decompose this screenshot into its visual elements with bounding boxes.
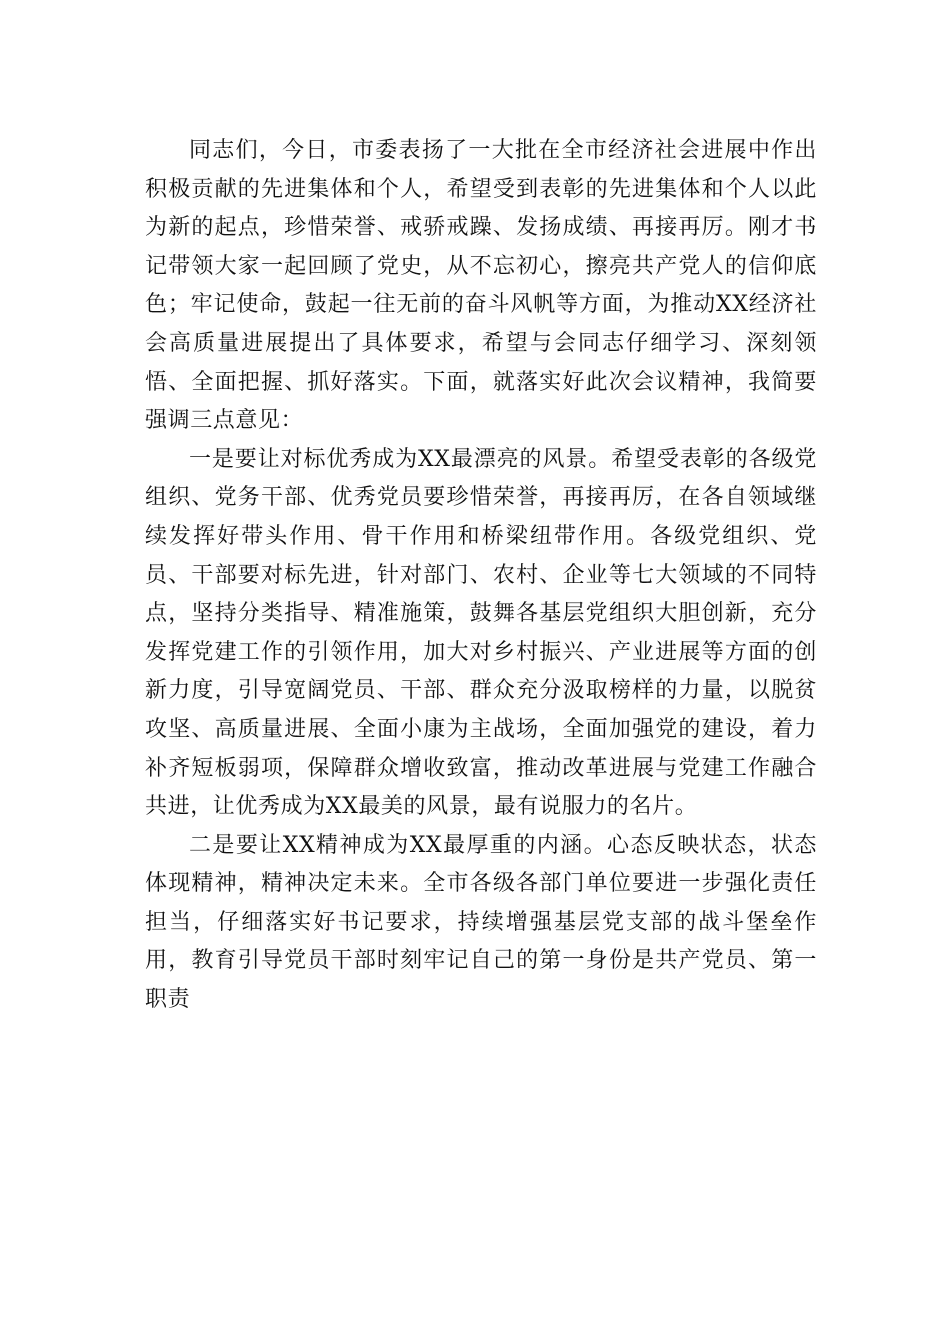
paragraph-point-two: 二是要让XX精神成为XX最厚重的内涵。心态反映状态，状态体现精神，精神决定未来。全市各级各部门单位要进一步强化责任担当，仔细落实好书记要求，持续增强基层党支部的战斗堡垒作用，教育引导党员干部时刻牢记自己的第一身份是共产党员、第一职责 bbox=[145, 832, 817, 1013]
paragraph-opening: 同志们，今日，市委表扬了一大批在全市经济社会进展中作出积极贡献的先进集体和个人，希望受到表彰的先进集体和个人以此为新的起点，珍惜荣誉、戒骄戒躁、发扬成绩、再接再厉。刚才书记带领大家一起回顾了党史，从不忘初心，擦亮共产党人的信仰底色；牢记使命，鼓起一往无前的奋斗风帆等方面，为推动XX经济社会高质量进展提出了具体要求，希望与会同志仔细学习、深刻领悟、全面把握、抓好落实。下面，就落实好此次会议精神，我简要强调三点意见： bbox=[145, 138, 817, 434]
paragraph-point-one: 一是要让对标优秀成为XX最漂亮的风景。希望受表彰的各级党组织、党务干部、优秀党员要珍惜荣誉，再接再厉，在各自领域继续发挥好带头作用、骨干作用和桥梁纽带作用。各级党组织、党员、干部要对标先进，针对部门、农村、企业等七大领域的不同特点，坚持分类指导、精准施策，鼓舞各基层党组织大胆创新，充分发挥党建工作的引领作用，加大对乡村振兴、产业进展等方面的创新力度，引导宽阔党员、干部、群众充分汲取榜样的力量，以脱贫攻坚、高质量进展、全面小康为主战场，全面加强党的建设，着力补齐短板弱项，保障群众增收致富，推动改革进展与党建工作融合共进，让优秀成为XX最美的风景，最有说服力的名片。 bbox=[145, 446, 817, 820]
document-body bbox=[145, 132, 817, 1020]
